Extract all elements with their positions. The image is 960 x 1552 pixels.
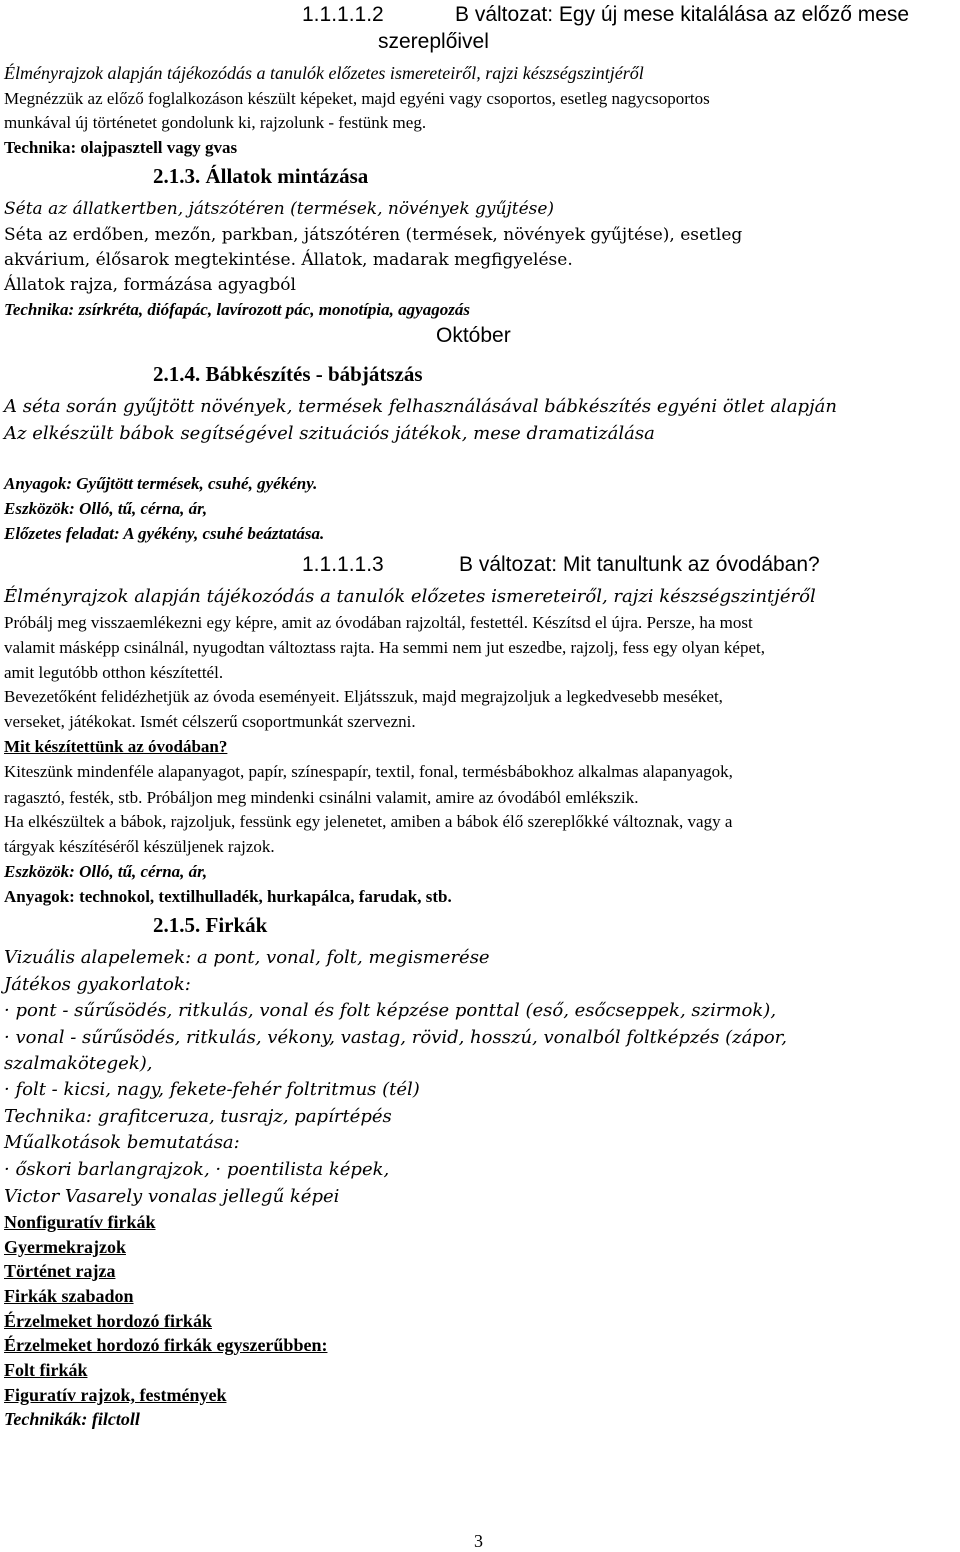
paragraph-line: Victor Vasarely vonalas jellegű képei	[4, 1186, 340, 1207]
page-number: 3	[474, 1531, 483, 1551]
month-label: Október	[436, 324, 511, 347]
topic-link-nonfigurative[interactable]: Nonfiguratív firkák	[4, 1212, 156, 1232]
paragraph-line: Séta az erdőben, mezőn, parkban, játszótéren (termések, növények gyűjtése), esetleg	[4, 225, 743, 245]
topic-link-emotional-scribbles-simple[interactable]: Érzelmeket hordozó firkák egyszerűbben:	[4, 1335, 328, 1355]
paragraph-line: valamit másképp csinálnál, nyugodtan változtass rajta. Ha semmi nem jut eszedbe, rajzolj, fess egy olyan képet,	[4, 638, 765, 657]
paragraph-line: Műalkotások bemutatása:	[4, 1132, 240, 1153]
technique-line: Technika: olajpasztell vagy gvas	[4, 138, 238, 157]
bullet-line: · őskori barlangrajzok, · poentilista képek,	[4, 1159, 390, 1180]
paragraph-line: verseket, játékokat. Ismét célszerű csoportmunkát szervezni.	[4, 712, 416, 731]
paragraph-line: Séta az állatkertben, játszótéren (termések, növények gyűjtése)	[4, 199, 555, 219]
task-line: Előzetes feladat: A gyékény, csuhé beáztatása.	[4, 524, 325, 543]
section-title-cont: szereplőivel	[378, 30, 489, 53]
materials-line: Anyagok: technokol, textilhulladék, hurkapálca, farudak, stb.	[4, 887, 452, 906]
technique-line: Technika: zsírkréta, diófapác, lavírozott pác, monotípia, agyagozás	[4, 300, 470, 319]
bullet-line: · folt - kicsi, nagy, fekete-fehér foltritmus (tél)	[4, 1079, 420, 1100]
paragraph-line: amit legutóbb otthon készítettél.	[4, 663, 224, 682]
topic-link-blot-scribbles[interactable]: Folt firkák	[4, 1360, 88, 1380]
topic-link-free-scribbles[interactable]: Firkák szabadon	[4, 1286, 134, 1306]
paragraph-line: Bevezetőként felidézhetjük az óvoda eseményeit. Eljátsszuk, majd megrajzoljuk a legkedvesebb meséket,	[4, 687, 723, 706]
topic-link-figurative[interactable]: Figuratív rajzok, festmények	[4, 1385, 227, 1405]
section-number: 1.1.1.1.3	[302, 553, 384, 576]
topic-link-emotional-scribbles[interactable]: Érzelmeket hordozó firkák	[4, 1311, 212, 1331]
paragraph-line: Állatok rajza, formázása agyagból	[4, 275, 296, 295]
bullet-line-cont: szalmakötegek),	[4, 1053, 153, 1074]
subheading-link[interactable]: Mit készítettünk az óvodában?	[4, 737, 228, 756]
tools-line: Eszközök: Olló, tű, cérna, ár,	[4, 499, 208, 518]
paragraph-line: tárgyak készítéséről készüljenek rajzok.	[4, 837, 275, 856]
paragraph-line: Élményrajzok alapján tájékozódás a tanulók előzetes ismereteiről, rajzi készségszintjéről	[4, 586, 816, 607]
paragraph-line: Játékos gyakorlatok:	[4, 974, 191, 995]
paragraph-line: A séta során gyűjtött növények, termések felhasználásával bábkészítés egyéni ötlet alapján	[4, 396, 837, 417]
topic-link-story-drawing[interactable]: Történet rajza	[4, 1261, 116, 1281]
paragraph-line: akvárium, élősarok megtekintése. Állatok, madarak megfigyelése.	[4, 250, 573, 270]
paragraph-line: Kiteszünk mindenféle alapanyagot, papír, színespapír, textil, fonal, termésbábokhoz alkalmas alapanyagok,	[4, 762, 733, 781]
section-title: B változat: Egy új mese kitalálása az előző mese	[455, 3, 910, 26]
paragraph-line: Próbálj meg visszaemlékezni egy képre, amit az óvodában rajzoltál, festettél. Készítsd el újra. Persze, ha most	[4, 613, 753, 632]
paragraph-line: Technika: grafitceruza, tusrajz, papírtépés	[4, 1106, 392, 1127]
paragraph-line: Élményrajzok alapján tájékozódás a tanulók előzetes ismereteiről, rajzi készségszintjéről	[4, 63, 644, 83]
section-title: B változat: Mit tanultunk az óvodában?	[459, 553, 820, 576]
heading: 2.1.4. Bábkészítés - bábjátszás	[153, 362, 423, 386]
technique-line: Technikák: filctoll	[4, 1409, 140, 1429]
heading: 2.1.5. Firkák	[153, 913, 268, 937]
materials-line: Anyagok: Gyűjtött termések, csuhé, gyékény.	[4, 474, 318, 493]
paragraph-line: Megnézzük az előző foglalkozáson készült képeket, majd egyéni vagy csoportos, esetleg nagycsoportos	[4, 89, 710, 108]
paragraph-line: Az elkészült bábok segítségével szituációs játékok, mese dramatizálása	[4, 423, 655, 444]
tools-line: Eszközök: Olló, tű, cérna, ár,	[4, 862, 208, 881]
paragraph-line: ragasztó, festék, stb. Próbáljon meg mindenki csinálni valamit, amire az óvodából emlékszik.	[4, 788, 639, 807]
heading: 2.1.3. Állatok mintázása	[153, 164, 369, 188]
topic-link-childrens-drawings[interactable]: Gyermekrajzok	[4, 1237, 126, 1257]
bullet-line: · pont - sűrűsödés, ritkulás, vonal és folt képzése ponttal (eső, esőcseppek, szirmok),	[4, 1000, 777, 1021]
section-number: 1.1.1.1.2	[302, 3, 384, 26]
paragraph-line: Ha elkészültek a bábok, rajzoljuk, fessünk egy jelenetet, amiben a bábok élő szereplőkké változnak, vagy a	[4, 812, 733, 831]
bullet-line: · vonal - sűrűsödés, ritkulás, vékony, vastag, rövid, hosszú, vonalból foltképzés (zápor,	[4, 1027, 788, 1048]
paragraph-line: munkával új történetet gondolunk ki, rajzolunk - festünk meg.	[4, 113, 427, 132]
paragraph-line: Vizuális alapelemek: a pont, vonal, folt, megismerése	[4, 947, 490, 968]
